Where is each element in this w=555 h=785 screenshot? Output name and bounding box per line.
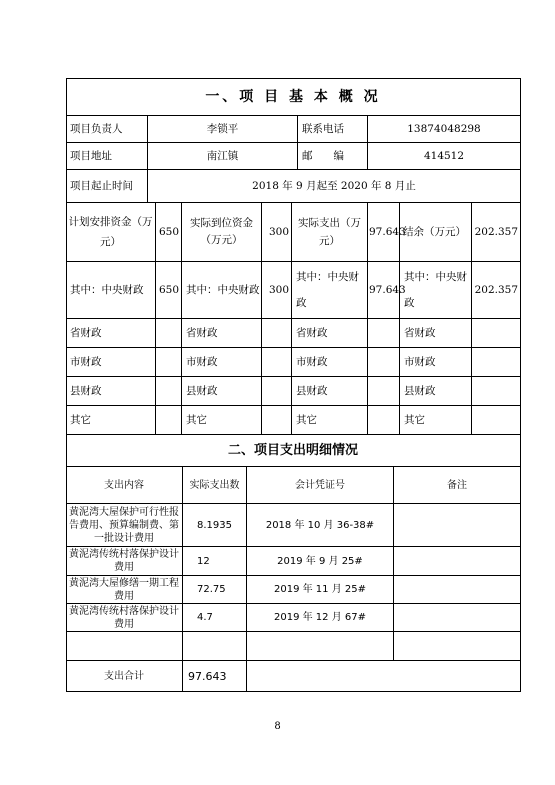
- central-label-2: 其中：中央财政: [182, 262, 262, 319]
- city-label-2: 市财政: [182, 348, 262, 377]
- province-label-3: 省财政: [292, 319, 368, 348]
- table-row-empty-content: [66, 632, 183, 661]
- county-label-4: 县财政: [400, 377, 472, 406]
- spend-value: 97.643: [368, 203, 400, 262]
- table-row-2-content: 黄泥湾传统村落保护设计费用: [66, 547, 183, 576]
- province-spend: [368, 319, 400, 348]
- table-row-1-content: 黄泥湾大屋保护可行性报告费用、预算编制费、第一批设计费用: [66, 504, 183, 547]
- actual-label: 实际到位资金（万元）: [182, 203, 262, 262]
- city-spend: [368, 348, 400, 377]
- other-plan: [156, 406, 182, 435]
- table-row-empty-amount: [183, 632, 247, 661]
- plan-value: 650: [156, 203, 182, 262]
- table-row-4-amount: 4.7: [183, 604, 247, 632]
- city-plan: [156, 348, 182, 377]
- table-row-4-note: [394, 604, 521, 632]
- province-actual: [262, 319, 292, 348]
- col-header-amount: 实际支出数: [183, 467, 247, 504]
- leader-value: 李锁平: [148, 116, 298, 143]
- section1-title: 一、项 目 基 本 概 况: [66, 78, 521, 116]
- table-row-1-voucher: 2018 年 10 月 36-38#: [247, 504, 394, 547]
- city-balance: [472, 348, 521, 377]
- table-row-empty-voucher: [247, 632, 394, 661]
- address-value: 南江镇: [148, 143, 298, 170]
- county-plan: [156, 377, 182, 406]
- county-label-1: 县财政: [66, 377, 156, 406]
- postcode-label: 邮 编: [298, 143, 368, 170]
- county-label-3: 县财政: [292, 377, 368, 406]
- section2-title: 二、项目支出明细情况: [66, 435, 521, 467]
- table-row-2-amount: 12: [183, 547, 247, 576]
- table-row-3-voucher: 2019 年 11 月 25#: [247, 576, 394, 604]
- central-label-3: 其中：中央财政: [292, 262, 368, 319]
- province-label-1: 省财政: [66, 319, 156, 348]
- other-label-2: 其它: [182, 406, 262, 435]
- leader-label: 项目负责人: [66, 116, 148, 143]
- table-row-2-note: [394, 547, 521, 576]
- other-label-1: 其它: [66, 406, 156, 435]
- col-header-content: 支出内容: [66, 467, 183, 504]
- phone-value: 13874048298: [368, 116, 521, 143]
- central-balance: 202.357: [472, 262, 521, 319]
- total-blank: [247, 661, 521, 692]
- other-label-3: 其它: [292, 406, 368, 435]
- total-value: 97.643: [183, 661, 247, 692]
- postcode-value: 414512: [368, 143, 521, 170]
- central-plan: 650: [156, 262, 182, 319]
- other-spend: [368, 406, 400, 435]
- county-actual: [262, 377, 292, 406]
- total-label: 支出合计: [66, 661, 183, 692]
- county-label-2: 县财政: [182, 377, 262, 406]
- central-spend: 97.643: [368, 262, 400, 319]
- central-label-4: 其中：中央财政: [400, 262, 472, 319]
- province-label-2: 省财政: [182, 319, 262, 348]
- address-label: 项目地址: [66, 143, 148, 170]
- city-actual: [262, 348, 292, 377]
- table-row-1-amount: 8.1935: [183, 504, 247, 547]
- table-row-empty-note: [394, 632, 521, 661]
- county-spend: [368, 377, 400, 406]
- other-label-4: 其它: [400, 406, 472, 435]
- city-label-4: 市财政: [400, 348, 472, 377]
- table-row-3-content: 黄泥湾大屋修缮一期工程费用: [66, 576, 183, 604]
- city-label-1: 市财政: [66, 348, 156, 377]
- actual-value: 300: [262, 203, 292, 262]
- table-row-4-voucher: 2019 年 12 月 67#: [247, 604, 394, 632]
- province-label-4: 省财政: [400, 319, 472, 348]
- phone-label: 联系电话: [298, 116, 368, 143]
- table-row-3-note: [394, 576, 521, 604]
- central-label-1: 其中：中央财政: [66, 262, 156, 319]
- province-plan: [156, 319, 182, 348]
- period-value: 2018 年 9 月起至 2020 年 8 月止: [148, 170, 521, 203]
- other-actual: [262, 406, 292, 435]
- city-label-3: 市财政: [292, 348, 368, 377]
- col-header-voucher: 会计凭证号: [247, 467, 394, 504]
- table-row-1-note: [394, 504, 521, 547]
- page-number: 8: [274, 721, 281, 732]
- county-balance: [472, 377, 521, 406]
- province-balance: [472, 319, 521, 348]
- central-actual: 300: [262, 262, 292, 319]
- table-row-4-content: 黄泥湾传统村落保护设计费用: [66, 604, 183, 632]
- balance-value: 202.357: [472, 203, 521, 262]
- other-balance: [472, 406, 521, 435]
- period-label: 项目起止时间: [66, 170, 148, 203]
- spend-label: 实际支出（万元）: [292, 203, 368, 262]
- col-header-note: 备注: [394, 467, 521, 504]
- table-row-2-voucher: 2019 年 9 月 25#: [247, 547, 394, 576]
- table-row-3-amount: 72.75: [183, 576, 247, 604]
- plan-label: 计划安排资金（万元）: [66, 203, 156, 262]
- balance-label: 结余（万元）: [400, 203, 472, 262]
